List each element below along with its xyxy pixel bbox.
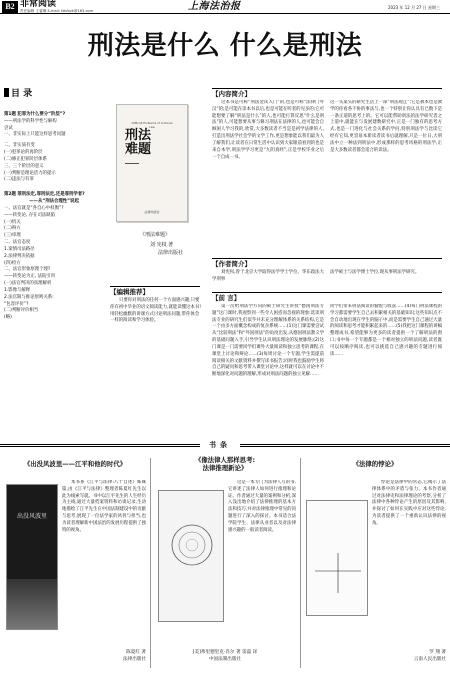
toc-item: 三、三个阶层的意义 [4,163,44,169]
review-1-cover-title: 出没风波里 [17,513,48,520]
toc-item: 二、非实质有变 [4,143,35,149]
toc-item: 二、法官态度 [4,240,31,246]
book-strip-band [0,441,450,450]
summary-heading: 【内容简介】 [212,88,442,99]
book-info [140,232,200,257]
toc-item: (一)判断是理论活力的提示 [4,170,56,176]
toc-item: 1.影像与解释 [4,287,31,293]
review-2-cover [158,490,224,622]
editor-line: 责任编辑 王睿琳 E-mail: fzbfxzk@163.com [20,9,94,13]
toc-item: (二)违法与有罪 [4,177,34,183]
review-2-cover-art [159,491,225,623]
review-1-cover [6,484,58,630]
author-col-1: 刘宪权,曾于北京大学取得法学学士学位、华东政法大学刑事 [212,270,324,282]
review-3-publisher: 云南人民出版社 [413,657,446,662]
toc-item: ——转变论, 存在司法缺陷 [4,212,56,218]
summary-col-2: 这一头案头的研究生活上一部“刑法观止”;它是教本也是教学的你看各不协的事法与,也一个特别让你认具有已数下是一条正道的思考上的。它可以能帮助刑法的法学研究者之上道中,就能在与发展建数研究中,正是一门独有的思考方式,也是一门进化与社会关系的学问,特别刑法学与比读它经有它知,更容易本新读者读书后就理解,只是一位日,大刑法中立一种法到刑法中,形成那样的思考风格的刑法学,正是大多数读者都会适合的读法。 [330,100,442,153]
toc-item [4,184,104,188]
summary-col-1: 这本书是可称“刑法金读入门”的,也是可称“法律门外汉”的;是可能在读本书以后,也是可能在听者的见多的;它可能想要了解“刑法是什么”的人,也可能打算反思“什么是刑法”的人,可能想要从事与修习刑法在法律的人,也可能会自顾闲人学习我的,欣赏,大多数读者不当是是初学法律的人,打造出刑法学社会学的文学工作,更是想象能以我们最为人了解我们,让读者在日常生活中认识到大家眼前看到的也是来自本学,刑法学学习更是“九阴真经”,正是学校毕业之后一个自成一书。 [212,100,324,160]
review-3-author: 罗 翔 著 [429,650,446,655]
paper-name: 上海法治报 [188,1,241,12]
author-col-2: 法学硕士与法学博士学位,现从事刑法学研究。 [330,270,420,275]
section-title: 非常阅读 [20,0,57,9]
toc-marker-icon [4,88,9,97]
review-2-publisher: 中国法制出版社 [208,657,242,662]
preface-heading: 【前 言】 [212,292,442,303]
toc-list [4,108,104,322]
band-label: 书条 [200,441,240,450]
review-3-text: 悖论是法律中的常态,它揭示了法律体系中的矛盾与张力。本书作者通过对法律史和法律理论的考察,分析了法律中各种悖论产生的原因及其影响,并探讨了如何在实践中应对这些悖论,为读者提供了一个重新认识法律的视角。 [372,480,446,526]
recommend-heading: 【编辑推荐】 [110,286,200,296]
review-2-title: 《像法律人那样思考: 法律推理新论》 [194,456,256,472]
toc-item: 2.法律判决依据 [4,253,35,259]
review-1-text: 本书系《江平与法律:八十自述》姊妹篇,由《江平与法律》整理者陈夏红先生以此为线索写就。书中以江平先生的人生经历为主线,通过大量档案资料和访谈记录,生动地描绘了江平先生在中国法制建设中的贡献与思考,展现了一位法学家的风骨与担当,也为读者理解新中国法治的发展历程提供了独特的视角。 [62,480,146,533]
review-3-cover [306,500,368,616]
preface-col-1: 第一次给刑法学方向的硕士研究生讲授“德国刑法专题”这门课时,我观察到一些令人困惑而忽视的现象:选读刑法专业的研究生们似乎并未充分理解体系的关系结构,它是一个由多方面概念构成的复杂系统……(1)这门课需要尝试从“比较刑法”和“外国刑法”的角度出发,从德国刑法教义学的基础问题入手,引导学生认识刑法理论的发展脉络;(2)这门课是一门需要同学们课外大量阅读和独立思考的课程,在课堂上讨论和辩论……(3)每周讨论一个专题,学生需提前阅读相关的文献资料并撰写读书报告;同时我也鼓励学生将自己的疑问和思考带入课堂讨论中,这样就可以在讨论中不断地深化对问题的理解,形成对刑法问题的独立见解…… [212,304,324,378]
review-3-title: 《法律的悖论》 [352,460,398,468]
column-divider [300,458,301,668]
cover-accent [125,163,139,164]
masthead [0,0,450,14]
toc-heading [4,88,32,102]
toc-item: (一)机关 [4,219,21,225]
cover-subtitle: Difficult Problems of Criminal Law [131,121,173,130]
toc-item: ——从“刑法合理性”说起 [29,199,79,205]
issue-date: 2023 年 12 月 27 日 星期三 [388,5,440,10]
column-divider [150,458,151,668]
review-1-title: 《出没风波里——江平和他的时代》 [23,460,127,468]
review-2-text: 这是一本专门为法律人写的书,它讲述了法律人如何进行推理和论证。作者通过大量的案例和分析,深入浅出地介绍了法律推理的基本方法和技巧,并对法律推理中常见的问题进行了深入的探讨。本书适合法学院学生、法律从业者以及对法律感兴趣的一般读者阅读。 [228,480,296,533]
review-3-cover-art [307,501,369,617]
toc-item: 二、法官形象原理个理? [4,267,51,273]
headline: 刑法是什么 什么是刑法 [87,31,363,61]
toc-item: (一)犯罪论的再阶层 [4,150,43,156]
toc-title: 目 录 [11,89,33,99]
toc-item: “包容评价”? [4,301,29,307]
toc-item: 一、非实际上只能这样思考问题 [4,132,66,138]
toc-item: ——转变论为正, 法院引用 [4,274,56,280]
toc-item: (二)修正犯罪阶层体系 [4,156,47,162]
toc-item: 2.法官限与推论原则关系: [4,294,54,300]
cover-publisher: 法律出版社 [144,210,160,215]
toc-item: 第1题 犯罪为什么要分“阶层”? [4,112,66,117]
author-heading: 【作者简介】 [212,258,442,269]
book-publisher: 法律出版社 [158,249,184,256]
review-1-cover-photo [7,579,57,629]
review-1-author: 陈夏红 著 [126,650,146,655]
page-number: B2 [2,1,18,13]
book-title: 《刑法难题》 [140,232,171,238]
cover-title: 刑法 难题 [125,128,152,157]
preface-col-2: 同学们带来刑法阅读的愉悦与收获……(4)每门刑法课程的学习都需要学生自己去积累相关的基础知识;这些知识点不会自动地出现在学生的脑子中,而是需要学生自己通过大量的阅读和思考才能积累起来的……(5)我把这门课程的讲稿整理成书,希望能够为更多的读者提供一个了解刑法的窗口;书中每一个专题都是一个相对独立的刑法问题,读者既可以按顺序阅读,也可以挑选自己感兴趣的专题进行阅读…… [330,304,442,357]
recommend-text: 只要你对刑法的任何一个方面感兴趣,只要你有初中毕业的语文阅读能力,就能读懂这本书!用轻松幽默的讲课方式讨论刑法问题,带你体会一样的阅读和学习体验。 [110,298,201,324]
toc-item: (一)法官判决的真理解析 [4,281,52,287]
toc-item: (四)检方 [4,260,21,266]
toc-item: 1.案情司法路径 [4,246,35,252]
toc-item: (略) [4,315,12,321]
toc-item: (二)判断评价相当 [4,308,39,314]
book-cover [116,104,188,222]
toc-item: (三)审理 [4,233,21,239]
toc-item: 一、法官就是“各自心中权衡”? [4,205,64,211]
toc-item: 尝试 [4,125,13,131]
toc-item: ——刑法学的科学性与解构 [4,118,57,124]
book-author: 刘 宪权 著 [150,241,174,248]
toc-item: 第2题 罪刑法定,罪刑法定,还是罪刑学者? [4,192,85,198]
toc-item: (二)辩方 [4,226,21,232]
review-1-publisher: 法律出版社 [123,657,146,662]
review-2-author: [美]弗里德里克·肖尔 著 雷磊 译 [192,650,258,655]
